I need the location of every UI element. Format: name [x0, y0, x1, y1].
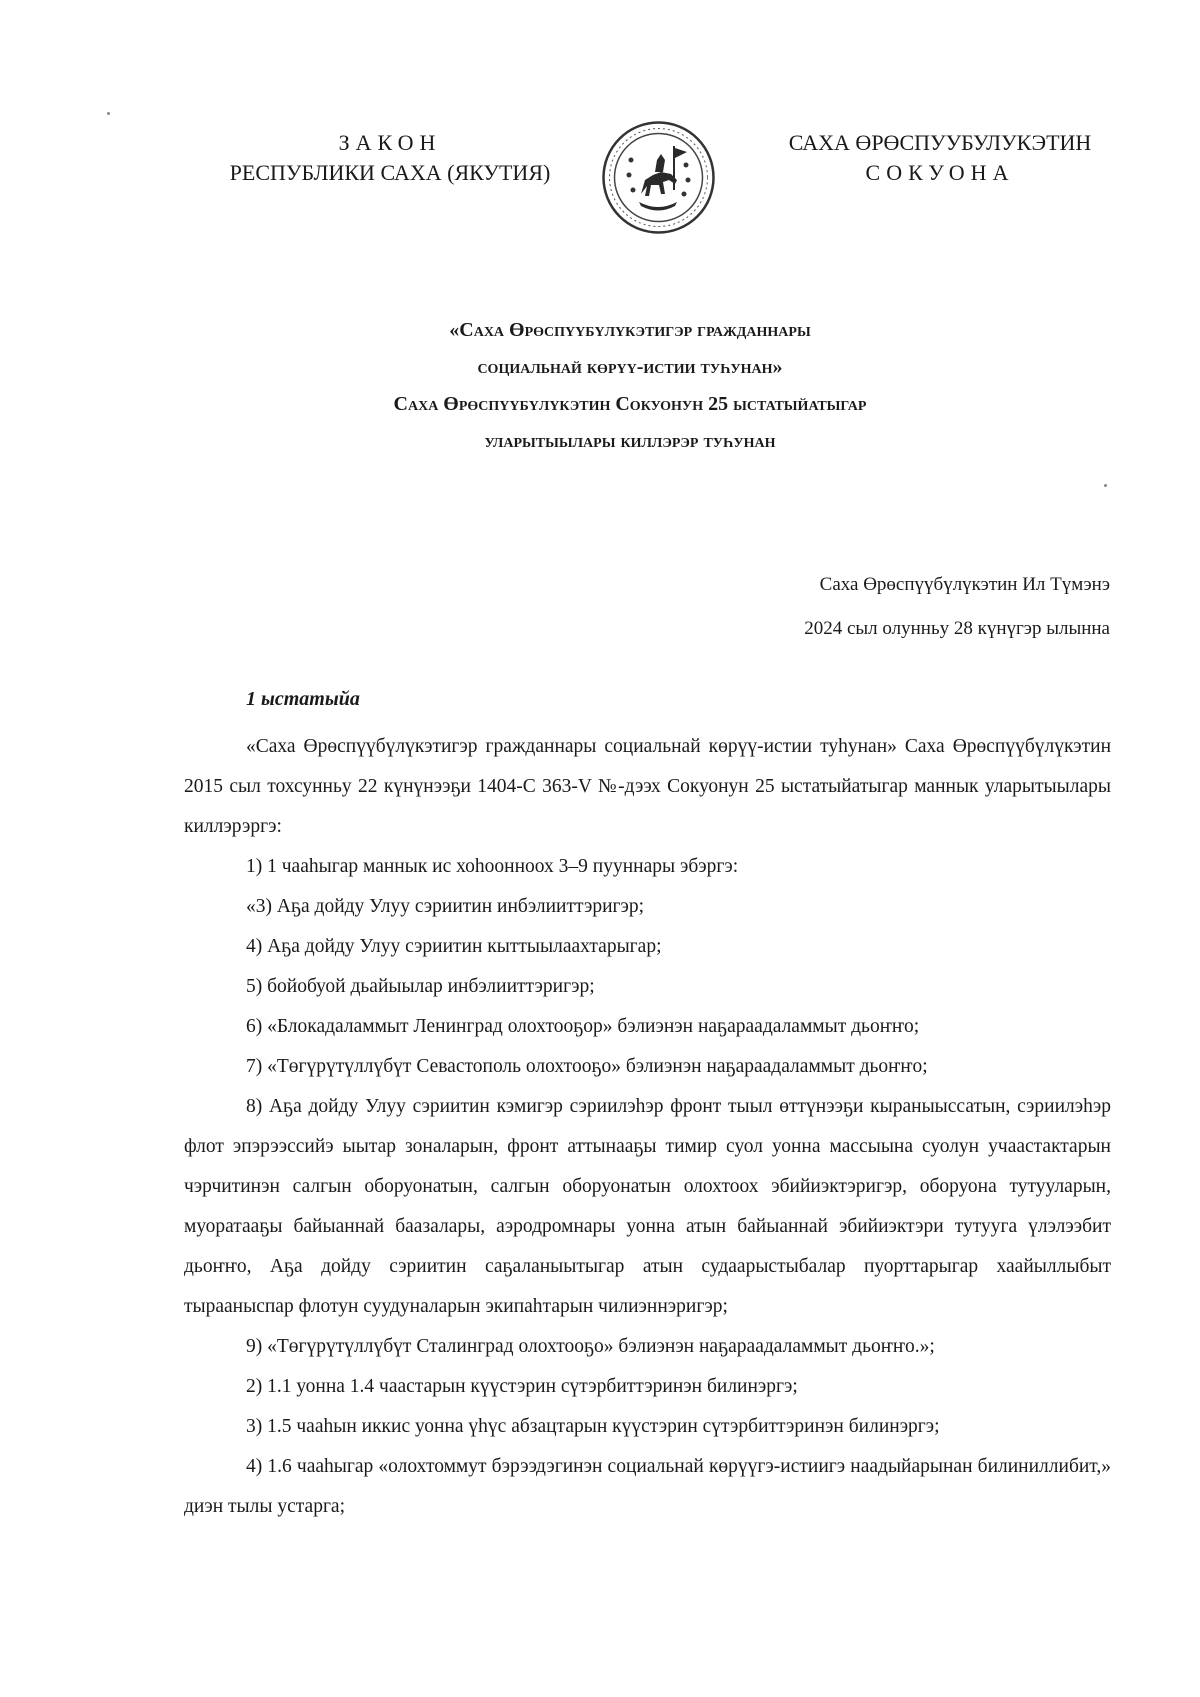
sub-item-5: 5) бойобуой дьайыылар инбэлииттэригэр;: [246, 976, 595, 997]
sub-item-6: 6) «Блокадаламмыт Ленинград олохтооҕор» бэлиэнэн наҕараадаламмыт дьоҥҥо;: [246, 1016, 920, 1037]
adoption-block: [510, 563, 1110, 651]
law-title-line-4: уларытыылары киллэрэр туһунан: [484, 430, 776, 452]
adoption-date: 2024 сыл олунньу 28 күнүгэр ылынна: [804, 618, 1110, 639]
list-item-3: 3) 1.5 чааһын иккис уонна үһүс абзацтарын күүстэрин сүтэрбиттэринэн билинэргэ;: [246, 1416, 940, 1437]
header-sakha: [750, 128, 1130, 188]
list-item-2: 2) 1.1 уонна 1.4 чаастарын күүстэрин сүтэрбиттэринэн билинэргэ;: [246, 1376, 798, 1397]
header-right-title: САХА ӨРӨСПУУБУЛУКЭТИН: [788, 130, 1092, 155]
header-left-title: ЗАКОН: [338, 130, 442, 155]
sub-item-4: 4) Аҕа дойду Улуу сэриитин кыттыылаахтарыгар;: [246, 936, 662, 957]
scan-speck: [1104, 484, 1107, 487]
list-item-4: 4) 1.6 чааһыгар «олохтоммут бэрээдэгинэн социальнай көрүүгэ-истиигэ наадыйарынан билиниллибит,» диэн тылы устарга;: [184, 1456, 1111, 1517]
law-title-line-1: «Саха Өрөспүүбүлүкэтигэр гражданнары: [449, 319, 811, 341]
law-title-line-3: Саха Өрөспүүбүлүкэтин Сокуонун 25 ыстатыйатыгар: [393, 393, 867, 415]
article-heading: 1 ыстатыйа: [246, 688, 360, 710]
scan-speck: [107, 112, 110, 115]
law-title: [250, 312, 1010, 460]
coat-of-arms-emblem: [601, 120, 716, 235]
header-left-subtitle: РЕСПУБЛИКИ САХА (ЯКУТИЯ): [229, 160, 551, 185]
header-right-subtitle: СОКУОНА: [865, 160, 1015, 185]
header-russian: [200, 128, 580, 188]
sub-item-7: 7) «Төгүрүтүллүбүт Севастополь олохтооҕо» бэлиэнэн наҕараадаламмыт дьоҥҥо;: [246, 1056, 928, 1077]
sub-item-8: 8) Аҕа дойду Улуу сэриитин кэмигэр сэриилэһэр фронт тыыл өттүнээҕи кыраныыссатын, сэриилэһэр флот эпэрээссийэ ыытар зоналарын, фронт аттынааҕы тимир суол уонна массыына суолун учаастактарын чэрчитинэн салгын оборуонатын, салгын оборуонатын олохтоох эбийиэктэригэр, оборуона тутууларын, муоратааҕы байыаннай баазалары, аэродромнары уонна атын байыаннай эбийиэктэри тутууга үлэлээбит дьоҥҥо, Аҕа дойду сэриитин саҕаланыытыгар атын судаарыстыбалар пуорттарыгар хаайыллыбыт тырааныспар флотун суудуналарын экипаһтарын чилиэннэригэр;: [184, 1096, 1111, 1317]
sub-item-3: «3) Аҕа дойду Улуу сэриитин инбэлииттэригэр;: [246, 896, 645, 917]
article-intro: «Саха Өрөспүүбүлүкэтигэр гражданнары социальнай көрүү-истии туһунан» Саха Өрөспүүбүлүкэтин 2015 сыл тохсунньу 22 күнүнээҕи 1404-С 363-V №-дээх Сокуонун 25 ыстатыйатыгар маннык уларытыылары киллэрэргэ:: [184, 736, 1111, 837]
sub-item-9: 9) «Төгүрүтүллүбүт Сталинград олохтооҕо» бэлиэнэн наҕараадаламмыт дьоҥҥо.»;: [246, 1336, 935, 1357]
adopting-body: Саха Өрөспүүбүлүкэтин Ил Түмэнэ: [819, 574, 1110, 595]
list-item-1: 1) 1 чааһыгар маннык ис хоһоонноох 3–9 пууннары эбэргэ:: [246, 856, 739, 877]
law-title-line-2: социальнай көрүү-истии туһунан»: [477, 356, 783, 378]
article-body: [184, 727, 1111, 1527]
